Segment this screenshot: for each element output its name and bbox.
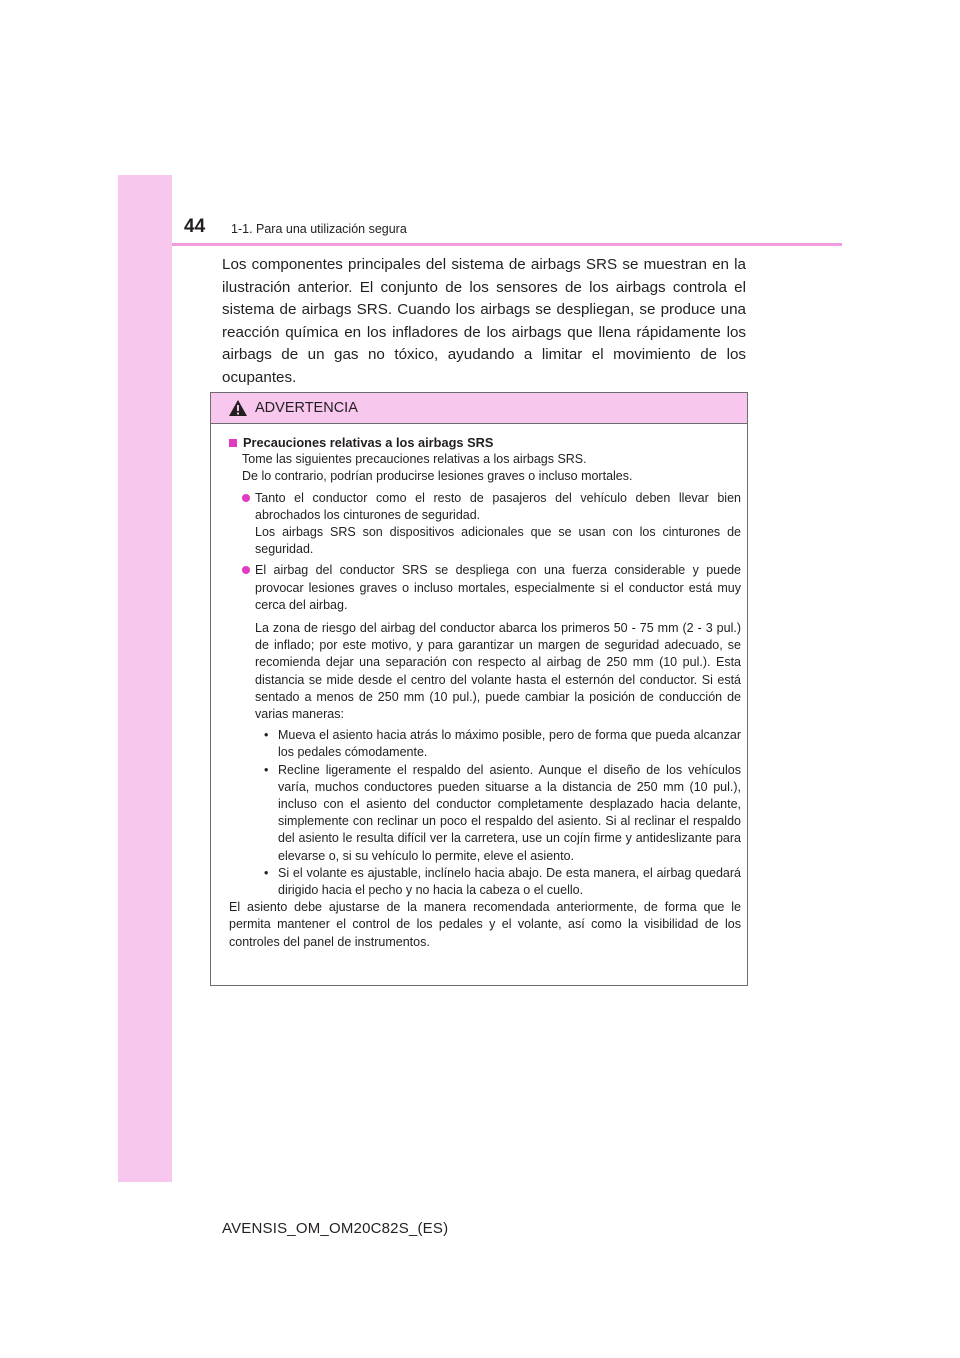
warning-heading-text: Precauciones relativas a los airbags SRS [243,435,494,450]
dot-list-text: Si el volante es ajustable, inclínelo hacia abajo. De esta manera, el airbag quedará dirigido hacia el pecho y no hacia la cabeza o el cuello. [278,865,741,898]
dot-bullet-icon: • [264,865,269,880]
footer-code: AVENSIS_OM_OM20C82S_(ES) [222,1220,449,1237]
header-rule [172,243,842,246]
item-paragraph: La zona de riesgo del airbag del conductor abarca los primeros 50 - 75 mm (2 - 3 pul.) de inflado; por este motivo, y para garantizar un margen de seguridad adecuado, se recomienda dejar una separación con respecto al airbag de 250 mm (10 pul.). Esta distancia se mide desde el centro del volante hasta el esternón del conductor. Si está sentado a menos de 250 mm (10 pul.), puede cambiar la posición de conducción de varias maneras: [255,621,741,722]
list-item [229,562,741,899]
page-number: 44 [184,216,206,237]
dot-list-item [255,727,741,761]
list-item [229,490,741,559]
item-paragraph: Los airbags SRS son dispositivos adicionales que se usan con los cinturones de seguridad. [255,525,741,557]
warning-line: De lo contrario, podrían producirse lesiones graves o incluso mortales. [242,469,633,484]
warning-header [211,393,747,424]
circle-bullet-icon [242,566,250,574]
warning-body [211,424,747,951]
dot-list [255,727,741,899]
warning-label: ADVERTENCIA [255,400,358,416]
warning-triangle-icon [228,399,248,417]
dot-list-text: Mueva el asiento hacia atrás lo máximo posible, pero de forma que pueda alcanzar los pedales cómodamente. [278,728,741,760]
closing-paragraph: El asiento debe ajustarse de la manera recomendada anteriormente, de forma que le permita mantener el control de los pedales y el volante, así como la visibilidad de los controles del panel de instrumentos. [229,900,741,949]
circle-bullet-icon [242,494,250,502]
dot-list-item [255,865,741,899]
intro-paragraph: Los componentes principales del sistema de airbags SRS se muestran en la ilustración anterior. El conjunto de los sensores de los airbags controla el sistema de airbags SRS. Cuando los airbags se despliegan, se produce una reacción química en los infladores de los airbags que llena rápidamente los airbags de un gas no tóxico, ayudando a limitar el movimiento de los ocupantes. [222,256,746,386]
dot-list-text: Recline ligeramente el respaldo del asiento. Aunque el diseño de los vehículos varía, muchos conductores pueden situarse a la distancia de 250 mm (10 pul.), incluso con el asiento del conductor completamente desplazado hacia delante, simplemente con reclinar un poco el respaldo del asiento. Si al reclinar el respaldo del asiento le resulta difícil ver la carretera, use un cojín firme y antideslizante para elevarse o, si su vehículo lo permite, eleve el asiento. [278,762,741,863]
side-tab-band [118,175,172,1182]
warning-heading [229,434,741,451]
dot-bullet-icon: • [264,728,269,743]
item-paragraph: El airbag del conductor SRS se despliega con una fuerza considerable y puede provocar lesiones graves o incluso mortales, especialmente si el conductor está muy cerca del airbag. [255,563,741,612]
dot-list-item [255,762,741,865]
section-title: 1-1. Para una utilización segura [231,222,407,236]
warning-box [210,392,748,986]
item-paragraph: Tanto el conductor como el resto de pasajeros del vehículo deben llevar bien abrochados los cinturones de seguridad. [255,490,741,522]
warning-line: Tome las siguientes precauciones relativas a los airbags SRS. [242,452,587,467]
square-bullet-icon [229,439,237,447]
dot-bullet-icon: • [264,762,269,777]
